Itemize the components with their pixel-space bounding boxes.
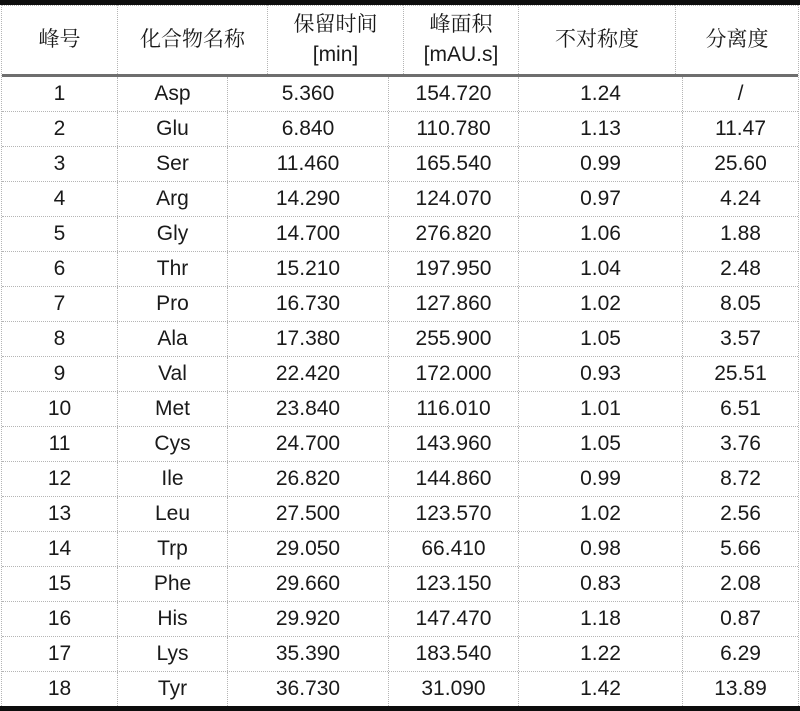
cell-peak-area: 31.090 <box>388 672 518 706</box>
cell-retention-time: 29.050 <box>227 532 388 566</box>
cell-retention-time: 22.420 <box>227 357 388 391</box>
cell-resolution: 2.08 <box>682 567 798 601</box>
cell-peak-number: 2 <box>53 117 66 140</box>
cell-asymmetry: 1.02 <box>518 287 682 321</box>
table-row <box>2 182 798 217</box>
cell-asymmetry: 0.99 <box>518 462 682 496</box>
cell-compound-name: Ala <box>117 322 227 356</box>
cell-asymmetry: 1.22 <box>518 637 682 671</box>
cell-resolution: 2.56 <box>682 497 798 531</box>
cell-retention-time: 15.210 <box>227 252 388 286</box>
table-row <box>2 217 798 252</box>
cell-peak-area: 255.900 <box>388 322 518 356</box>
cell-compound-name: Phe <box>117 567 227 601</box>
table-inner <box>1 5 799 706</box>
cell-peak-number: 10 <box>47 397 72 420</box>
header-text: 峰号 <box>38 28 81 51</box>
cell-resolution: 2.48 <box>682 252 798 286</box>
cell-compound-name: Met <box>117 392 227 426</box>
cell-peak-area: 183.540 <box>388 637 518 671</box>
column-header-compound-name <box>117 5 267 74</box>
cell-asymmetry: 1.05 <box>518 322 682 356</box>
table-row <box>2 672 798 706</box>
cell-compound-name: Pro <box>117 287 227 321</box>
table-row <box>2 112 798 147</box>
cell-resolution: 8.72 <box>682 462 798 496</box>
cell-compound-name: Glu <box>117 112 227 146</box>
table-row <box>2 567 798 602</box>
cell-peak-area: 144.860 <box>388 462 518 496</box>
cell-peak-number: 1 <box>53 82 66 105</box>
cell-retention-time: 36.730 <box>227 672 388 706</box>
cell-compound-name: Val <box>117 357 227 391</box>
table-body <box>2 77 798 706</box>
table-row <box>2 392 798 427</box>
cell-peak-number: 7 <box>53 292 66 315</box>
cell-compound-name: Trp <box>117 532 227 566</box>
cell-resolution: 4.24 <box>682 182 798 216</box>
cell-peak-area: 154.720 <box>388 77 518 111</box>
cell-asymmetry: 1.01 <box>518 392 682 426</box>
cell-retention-time: 24.700 <box>227 427 388 461</box>
cell-asymmetry: 0.93 <box>518 357 682 391</box>
cell-retention-time: 26.820 <box>227 462 388 496</box>
table-header-row <box>2 5 798 77</box>
cell-resolution: 6.51 <box>682 392 798 426</box>
cell-retention-time: 17.380 <box>227 322 388 356</box>
cell-retention-time: 14.700 <box>227 217 388 251</box>
cell-resolution: 3.57 <box>682 322 798 356</box>
cell-peak-area: 127.860 <box>388 287 518 321</box>
cell-peak-number: 16 <box>47 607 72 630</box>
column-header-peak-area <box>403 5 518 74</box>
cell-compound-name: Arg <box>117 182 227 216</box>
cell-compound-name: Cys <box>117 427 227 461</box>
cell-resolution: 6.29 <box>682 637 798 671</box>
cell-resolution: 3.76 <box>682 427 798 461</box>
cell-peak-number: 11 <box>48 432 71 455</box>
cell-peak-number: 18 <box>47 677 72 700</box>
cell-resolution: 13.89 <box>682 672 798 706</box>
cell-compound-name: Gly <box>117 217 227 251</box>
cell-peak-number: 12 <box>47 467 72 490</box>
table-row <box>2 77 798 112</box>
cell-compound-name: His <box>117 602 227 636</box>
cell-asymmetry: 1.04 <box>518 252 682 286</box>
table-row <box>2 357 798 392</box>
cell-peak-area: 110.780 <box>388 112 518 146</box>
column-header-resolution <box>675 5 798 74</box>
cell-peak-area: 116.010 <box>388 392 518 426</box>
cell-asymmetry: 1.02 <box>518 497 682 531</box>
cell-retention-time: 35.390 <box>227 637 388 671</box>
cell-peak-area: 123.150 <box>388 567 518 601</box>
cell-peak-number: 5 <box>53 222 66 245</box>
column-header-peak-number <box>2 5 117 74</box>
cell-peak-area: 123.570 <box>388 497 518 531</box>
cell-peak-number: 14 <box>47 537 72 560</box>
cell-compound-name: Tyr <box>117 672 227 706</box>
cell-peak-area: 276.820 <box>388 217 518 251</box>
cell-retention-time: 11.460 <box>227 147 388 181</box>
cell-retention-time: 29.920 <box>227 602 388 636</box>
cell-resolution: / <box>682 77 798 111</box>
cell-resolution: 5.66 <box>682 532 798 566</box>
table-row <box>2 322 798 357</box>
cell-peak-area: 165.540 <box>388 147 518 181</box>
cell-peak-number: 3 <box>53 152 66 175</box>
cell-asymmetry: 0.97 <box>518 182 682 216</box>
cell-peak-number: 13 <box>47 502 72 525</box>
cell-retention-time: 16.730 <box>227 287 388 321</box>
header-text: 化合物名称 <box>140 28 245 51</box>
cell-peak-area: 172.000 <box>388 357 518 391</box>
cell-peak-number: 6 <box>53 257 66 280</box>
cell-compound-name: Thr <box>117 252 227 286</box>
table-row <box>2 287 798 322</box>
cell-resolution: 25.60 <box>682 147 798 181</box>
header-text: 峰面积 <box>429 13 493 36</box>
cell-peak-area: 197.950 <box>388 252 518 286</box>
table-row <box>2 147 798 182</box>
table-row <box>2 532 798 567</box>
cell-compound-name: Leu <box>117 497 227 531</box>
cell-compound-name: Ile <box>117 462 227 496</box>
cell-peak-number: 8 <box>53 327 66 350</box>
table-row <box>2 462 798 497</box>
cell-peak-number: 15 <box>47 572 72 595</box>
cell-peak-area: 147.470 <box>388 602 518 636</box>
cell-peak-area: 66.410 <box>388 532 518 566</box>
cell-retention-time: 6.840 <box>227 112 388 146</box>
column-header-retention-time <box>267 5 403 74</box>
table-row <box>2 637 798 672</box>
cell-resolution: 25.51 <box>682 357 798 391</box>
cell-peak-number: 9 <box>53 362 66 385</box>
cell-resolution: 11.47 <box>682 112 798 146</box>
cell-asymmetry: 1.24 <box>518 77 682 111</box>
cell-asymmetry: 0.99 <box>518 147 682 181</box>
cell-peak-area: 143.960 <box>388 427 518 461</box>
cell-peak-number: 17 <box>47 642 72 665</box>
table-row <box>2 602 798 637</box>
cell-asymmetry: 1.06 <box>518 217 682 251</box>
header-text: 保留时间 <box>293 13 378 36</box>
table-row <box>2 252 798 287</box>
cell-resolution: 8.05 <box>682 287 798 321</box>
cell-retention-time: 27.500 <box>227 497 388 531</box>
cell-asymmetry: 1.18 <box>518 602 682 636</box>
table-row <box>2 427 798 462</box>
cell-resolution: 1.88 <box>682 217 798 251</box>
cell-compound-name: Lys <box>117 637 227 671</box>
cell-asymmetry: 1.42 <box>518 672 682 706</box>
cell-asymmetry: 1.05 <box>518 427 682 461</box>
header-text-unit: [min] <box>312 43 359 66</box>
cell-retention-time: 5.360 <box>227 77 388 111</box>
header-text-unit: [mAU.s] <box>423 43 499 66</box>
header-text: 分离度 <box>705 28 769 51</box>
cell-retention-time: 23.840 <box>227 392 388 426</box>
cell-compound-name: Ser <box>117 147 227 181</box>
cell-resolution: 0.87 <box>682 602 798 636</box>
cell-retention-time: 14.290 <box>227 182 388 216</box>
cell-asymmetry: 0.98 <box>518 532 682 566</box>
cell-asymmetry: 1.13 <box>518 112 682 146</box>
cell-peak-number: 4 <box>53 187 66 210</box>
header-text: 不对称度 <box>555 28 639 51</box>
cell-peak-area: 124.070 <box>388 182 518 216</box>
table-row <box>2 497 798 532</box>
column-header-asymmetry <box>518 5 675 74</box>
cell-asymmetry: 0.83 <box>518 567 682 601</box>
cell-retention-time: 29.660 <box>227 567 388 601</box>
cell-compound-name: Asp <box>117 77 227 111</box>
